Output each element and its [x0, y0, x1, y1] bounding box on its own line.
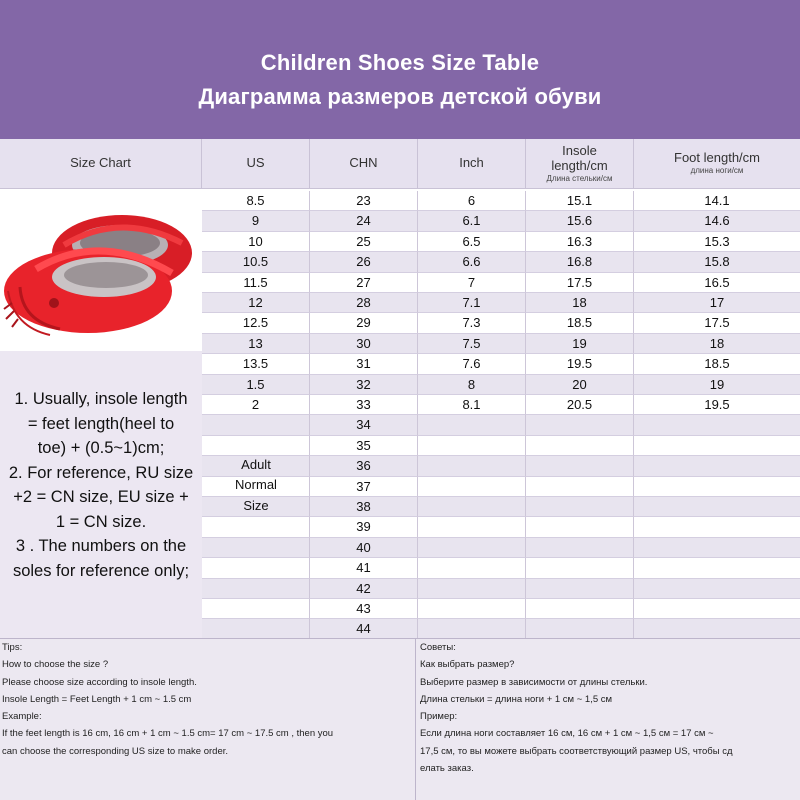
cell-inch: 7.1	[418, 293, 526, 313]
cell-inch: 6.5	[418, 232, 526, 252]
cell-insole: 15.1	[526, 191, 634, 211]
table-row	[202, 619, 800, 639]
cell-insole: 18.5	[526, 313, 634, 333]
cell-foot: 16.5	[634, 273, 800, 293]
header-inch-label: Inch	[459, 155, 484, 171]
cell-chn: 43	[310, 599, 418, 619]
cell-foot	[634, 436, 800, 456]
cell-inch	[418, 599, 526, 619]
cell-inch	[418, 456, 526, 476]
table-row	[202, 191, 800, 211]
size-table	[0, 139, 800, 638]
cell-insole: 20	[526, 375, 634, 395]
table-row	[202, 375, 800, 395]
cell-inch	[418, 538, 526, 558]
cell-us: 1.5	[202, 375, 310, 395]
cell-us	[202, 558, 310, 578]
table-row	[202, 252, 800, 272]
cell-inch	[418, 477, 526, 497]
tips-line: Tips:	[2, 642, 23, 653]
cell-inch: 7.3	[418, 313, 526, 333]
cell-chn: 41	[310, 558, 418, 578]
cell-insole	[526, 415, 634, 435]
header-foot-russian: длина ноги/см	[690, 166, 744, 176]
header-foot-label: Foot length/cm	[674, 150, 760, 166]
cell-foot: 18	[634, 334, 800, 354]
table-row	[202, 354, 800, 374]
cell-inch: 7.5	[418, 334, 526, 354]
cell-inch	[418, 619, 526, 639]
cell-foot	[634, 558, 800, 578]
cell-inch: 7	[418, 273, 526, 293]
tips-line: Example:	[2, 711, 42, 723]
cell-foot: 19.5	[634, 395, 800, 415]
shoe-image	[0, 191, 202, 351]
header-chn	[310, 139, 418, 189]
cell-chn: 34	[310, 415, 418, 435]
table-row	[202, 579, 800, 599]
cell-foot: 14.6	[634, 211, 800, 231]
cell-foot	[634, 456, 800, 476]
cell-us: 12	[202, 293, 310, 313]
table-row	[202, 558, 800, 578]
cell-chn: 39	[310, 517, 418, 537]
cell-insole: 19	[526, 334, 634, 354]
table-row	[202, 334, 800, 354]
tips-line: Если длина ноги составляет 16 см, 16 см + 1 см ~ 1,5 см = 17 см ~	[420, 728, 714, 740]
cell-insole: 16.3	[526, 232, 634, 252]
tips-line: Insole Length = Feet Length + 1 cm ~ 1.5 cm	[2, 693, 192, 705]
cell-inch	[418, 558, 526, 578]
title-english: Children Shoes Size Table	[260, 50, 540, 75]
cell-inch: 6.6	[418, 252, 526, 272]
cell-chn: 37	[310, 477, 418, 497]
cell-foot: 14.1	[634, 191, 800, 211]
table-row	[202, 395, 800, 415]
header-insole-label-2: length/cm	[551, 157, 608, 173]
tips-english	[0, 638, 416, 800]
cell-us	[202, 599, 310, 619]
tips-line: If the feet length is 16 cm, 16 cm + 1 cm ~ 1.5 cm= 17 cm ~ 17.5 cm , then you	[2, 728, 334, 740]
cell-chn: 30	[310, 334, 418, 354]
header-foot-length	[634, 139, 800, 189]
cell-us: 12.5	[202, 313, 310, 333]
table-row	[202, 293, 800, 313]
cell-chn: 42	[310, 579, 418, 599]
note-line: +2 = CN size, EU size +	[13, 488, 189, 506]
cell-chn: 44	[310, 619, 418, 639]
cell-insole: 16.8	[526, 252, 634, 272]
header-us	[202, 139, 310, 189]
table-row	[202, 232, 800, 252]
ballet-shoes-icon	[0, 191, 202, 351]
table-row	[202, 599, 800, 619]
header-size-chart	[0, 139, 202, 189]
cell-foot: 15.8	[634, 252, 800, 272]
cell-chn: 28	[310, 293, 418, 313]
cell-foot: 18.5	[634, 354, 800, 374]
table-row	[202, 436, 800, 456]
tips-line: 17,5 см, то вы можете выбрать соответствующий размер US, чтобы сд	[420, 745, 733, 757]
cell-inch: 8.1	[418, 395, 526, 415]
cell-inch	[418, 517, 526, 537]
cell-insole: 19.5	[526, 354, 634, 374]
tips-russian	[416, 638, 800, 800]
header-size-chart-label: Size Chart	[70, 155, 131, 171]
cell-us	[202, 538, 310, 558]
note-line: = feet length(heel to	[27, 414, 175, 433]
table-row	[202, 211, 800, 231]
cell-us: 10.5	[202, 252, 310, 272]
cell-us	[202, 436, 310, 456]
tips-line: елать заказ.	[420, 763, 474, 775]
header-us-label: US	[246, 155, 265, 171]
cell-foot: 17.5	[634, 313, 800, 333]
cell-foot: 17	[634, 293, 800, 313]
cell-insole	[526, 599, 634, 619]
cell-inch: 7.6	[418, 354, 526, 374]
cell-insole	[526, 436, 634, 456]
cell-insole: 15.6	[526, 211, 634, 231]
note-line: 1. Usually, insole length	[14, 390, 188, 408]
note-line: 3 . The numbers on the	[15, 537, 187, 555]
cell-chn: 33	[310, 395, 418, 415]
size-label: Size	[243, 498, 269, 513]
cell-foot: 19	[634, 375, 800, 395]
tips-line: Выберите размер в зависимости от длины стельки.	[420, 676, 648, 688]
cell-insole: 17.5	[526, 273, 634, 293]
cell-us: 13.5	[202, 354, 310, 374]
cell-us: 11.5	[202, 273, 310, 293]
cell-us: 8.5	[202, 191, 310, 211]
cell-chn: 27	[310, 273, 418, 293]
cell-inch	[418, 579, 526, 599]
cell-insole	[526, 579, 634, 599]
cell-insole	[526, 456, 634, 476]
cell-us: 9	[202, 211, 310, 231]
cell-inch	[418, 436, 526, 456]
header-insole	[526, 139, 634, 189]
table-row	[202, 517, 800, 537]
sizing-notes	[0, 387, 202, 583]
cell-insole	[526, 558, 634, 578]
cell-insole: 20.5	[526, 395, 634, 415]
cell-us	[202, 579, 310, 599]
table-row	[202, 273, 800, 293]
tips-line: Пример:	[420, 711, 458, 723]
cell-chn: 29	[310, 313, 418, 333]
cell-chn: 25	[310, 232, 418, 252]
cell-insole	[526, 619, 634, 639]
tips-line: Как выбрать размер?	[420, 659, 515, 671]
cell-foot	[634, 619, 800, 639]
cell-foot	[634, 579, 800, 599]
page-header	[0, 0, 800, 139]
header-chn-label: CHN	[349, 155, 378, 171]
cell-insole: 18	[526, 293, 634, 313]
tips-line: Длина стельки = длина ноги + 1 см ~ 1,5 см	[420, 693, 613, 705]
cell-us	[202, 415, 310, 435]
note-line: toe) + (0.5~1)cm;	[37, 439, 165, 457]
header-insole-russian: Длина стельки/см	[546, 173, 613, 183]
cell-insole	[526, 477, 634, 497]
cell-us: 13	[202, 334, 310, 354]
cell-foot	[634, 497, 800, 517]
cell-inch: 6.1	[418, 211, 526, 231]
header-inch	[418, 139, 526, 189]
header-insole-label: Insole	[562, 142, 597, 158]
cell-inch: 6	[418, 191, 526, 211]
cell-chn: 32	[310, 375, 418, 395]
tips-line: can choose the corresponding US size to make order.	[2, 745, 229, 757]
note-line: 2. For reference, RU size	[8, 463, 194, 482]
note-line: 1 = CN size.	[55, 512, 147, 531]
cell-foot	[634, 538, 800, 558]
cell-us	[202, 517, 310, 537]
cell-chn: 38	[310, 497, 418, 517]
cell-chn: 40	[310, 538, 418, 558]
normal-label: Normal	[235, 477, 277, 492]
cell-chn: 36	[310, 456, 418, 476]
cell-insole	[526, 497, 634, 517]
cell-us: 2	[202, 395, 310, 415]
adult-label: Adult	[241, 457, 271, 472]
cell-chn: 26	[310, 252, 418, 272]
cell-inch	[418, 497, 526, 517]
cell-foot: 15.3	[634, 232, 800, 252]
cell-us	[202, 619, 310, 639]
tips-line: Советы:	[420, 642, 456, 653]
cell-chn: 31	[310, 354, 418, 374]
note-line: soles for reference only;	[12, 561, 190, 580]
table-row	[202, 538, 800, 558]
cell-foot	[634, 415, 800, 435]
cell-chn: 35	[310, 436, 418, 456]
cell-chn: 23	[310, 191, 418, 211]
tips-line: Please choose size according to insole length.	[2, 676, 197, 688]
table-row	[202, 313, 800, 333]
title-russian: Диаграмма размеров детской обуви	[198, 84, 602, 109]
cell-chn: 24	[310, 211, 418, 231]
cell-foot	[634, 517, 800, 537]
cell-foot	[634, 477, 800, 497]
cell-inch	[418, 415, 526, 435]
cell-inch: 8	[418, 375, 526, 395]
cell-us: 10	[202, 232, 310, 252]
tips-line: How to choose the size ?	[2, 659, 109, 671]
cell-insole	[526, 538, 634, 558]
cell-insole	[526, 517, 634, 537]
table-row	[202, 415, 800, 435]
cell-foot	[634, 599, 800, 619]
